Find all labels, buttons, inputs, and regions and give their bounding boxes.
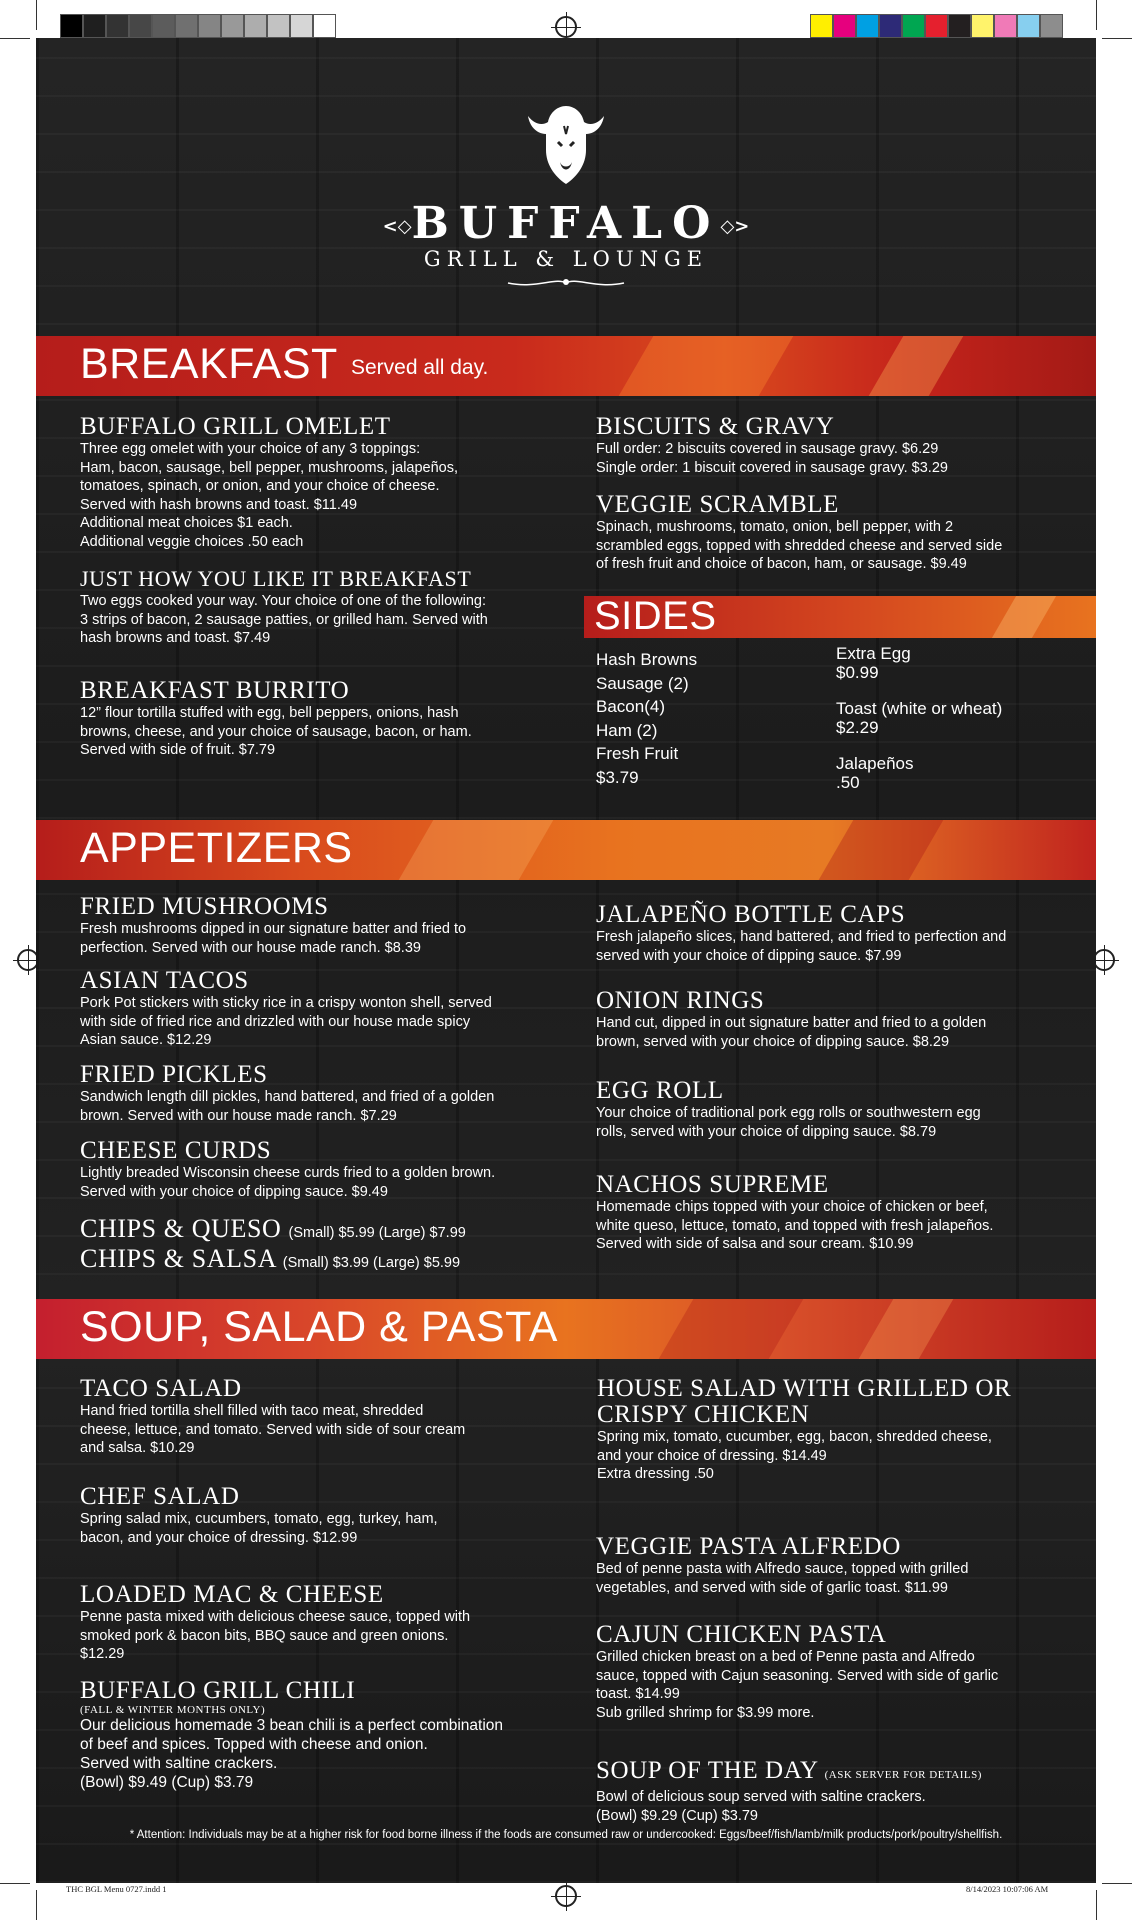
menu-item [596, 902, 1006, 965]
color-swatch [175, 14, 198, 38]
menu-item [80, 1062, 494, 1125]
menu-item [596, 1172, 993, 1254]
side-item: Hash Browns [596, 650, 698, 669]
soup-salad-pasta-title: SOUP, SALAD & PASTA [80, 1303, 558, 1351]
color-swatch [925, 14, 948, 38]
item-name: NACHOS SUPREME [596, 1171, 829, 1198]
item-name: FRIED MUSHROOMS [80, 893, 329, 920]
color-swatch [290, 14, 313, 38]
crop-mark [1102, 1883, 1132, 1884]
menu-item [596, 414, 948, 477]
bull-head-icon [524, 102, 608, 188]
item-description: Hand cut, dipped in out signature batter and fried to a golden brown, served with your choice of dipping sauce. $8.29 [596, 1015, 987, 1050]
item-note: (ASK SERVER FOR DETAILS) [824, 1769, 982, 1781]
menu-item [597, 1376, 1011, 1484]
sides-banner [584, 596, 1096, 638]
item-name: VEGGIE SCRAMBLE [596, 491, 840, 518]
allergy-footnote: * Attention: Individuals may be at a higher risk for food borne illness if the foods are consumed raw or undercooked: Eggs/beef/fish/lamb/milk products/pork/poultry/shellfish. [129, 1829, 1003, 1841]
extra-price: $0.99 [836, 663, 879, 682]
color-swatch [106, 14, 129, 38]
registration-mark-icon [555, 1885, 577, 1907]
menu-item [80, 566, 488, 648]
item-name: BREAKFAST BURRITO [80, 677, 350, 704]
item-name: LOADED MAC & CHEESE [80, 1581, 384, 1608]
item-name: ASIAN TACOS [80, 967, 249, 994]
menu-item-soup [596, 1758, 982, 1825]
side-item: Sausage (2) [596, 673, 689, 693]
color-swatch [198, 14, 221, 38]
color-swatch [902, 14, 925, 38]
color-swatch [267, 14, 290, 38]
item-description: Full order: 2 biscuits covered in sausage gravy. $6.29 Single order: 1 biscuit covered in sausage gravy. $3.29 [596, 441, 948, 476]
menu-item-chips-salsa [80, 1246, 460, 1276]
color-swatch-strip [810, 14, 1063, 38]
color-swatch [129, 14, 152, 38]
item-description: Sandwich length dill pickles, hand battered, and fried of a golden brown. Served with our house made ranch. $7.29 [80, 1089, 495, 1124]
item-description: Hand fried tortilla shell filled with taco meat, shredded cheese, lettuce, and tomato. Served with side of sour cream and salsa. $10.29 [80, 1403, 466, 1456]
crop-mark [36, 1890, 37, 1920]
item-name: SOUP OF THE DAY [596, 1757, 818, 1784]
item-name: VEGGIE PASTA ALFREDO [596, 1533, 901, 1560]
menu-item [80, 1582, 470, 1664]
sides-extras [836, 644, 1002, 792]
color-swatch [83, 14, 106, 38]
crop-mark [0, 1883, 30, 1884]
item-name: TACO SALAD [80, 1375, 242, 1402]
item-name: BISCUITS & GRAVY [596, 413, 835, 440]
color-swatch [833, 14, 856, 38]
side-item: Fresh Fruit [596, 744, 679, 763]
item-name: CHEESE CURDS [80, 1137, 272, 1164]
menu-item [596, 1622, 998, 1722]
file-slug: THC BGL Menu 0727.indd 1 [66, 1884, 167, 1894]
side-item: Ham (2) [596, 720, 658, 740]
color-swatch [948, 14, 971, 38]
gray-swatch-strip [60, 14, 336, 38]
item-price: (Small) $3.99 (Large) $5.99 [282, 1255, 461, 1271]
item-description: Bed of penne pasta with Alfredo sauce, topped with grilled vegetables, and served with side of garlic toast. $11.99 [596, 1561, 969, 1596]
item-name: ONION RINGS [596, 987, 765, 1014]
menu-item [80, 678, 472, 760]
item-description: Spring salad mix, cucumbers, tomato, egg, turkey, ham, bacon, and your choice of dressing. $12.99 [80, 1511, 438, 1546]
color-swatch [971, 14, 994, 38]
extra-name: Toast (white or wheat) [836, 699, 1003, 718]
brand-name: <◇BUFFALO◇> [382, 198, 750, 249]
registration-mark-icon [555, 16, 577, 38]
color-swatch [221, 14, 244, 38]
color-swatch [810, 14, 833, 38]
item-name: CHIPS & SALSA [80, 1244, 276, 1273]
color-swatch [856, 14, 879, 38]
item-description: Homemade chips topped with your choice of chicken or beef, white queso, lettuce, tomato, and topped with fresh jalapeños. Served with side of salsa and sour cream. $10.99 [596, 1199, 994, 1252]
menu-item [80, 968, 492, 1050]
item-name: EGG ROLL [596, 1077, 724, 1104]
crop-mark [1096, 1890, 1097, 1920]
appetizers-banner [36, 820, 1096, 880]
menu-item [80, 1376, 465, 1458]
item-description: Penne pasta mixed with delicious cheese sauce, topped with smoked pork & bacon bits, BBQ sauce and green onions. $12.29 [80, 1609, 471, 1662]
item-description: Two eggs cooked your way. Your choice of one of the following: 3 strips of bacon, 2 sausage patties, or grilled ham. Served with hash browns and toast. $7.49 [80, 593, 488, 646]
sides-list [596, 648, 697, 789]
menu-item-chips-queso [80, 1216, 466, 1246]
color-swatch [152, 14, 175, 38]
item-description: Pork Pot stickers with sticky rice in a crispy wonton shell, served with side of fried rice and drizzled with our house made spicy Asian sauce. $12.29 [80, 995, 492, 1048]
item-name: CHEF SALAD [80, 1483, 240, 1510]
item-name: CAJUN CHICKEN PASTA [596, 1621, 887, 1648]
color-swatch [244, 14, 267, 38]
item-description: Our delicious homemade 3 bean chili is a perfect combination of beef and spices. Topped with cheese and onion. Served with saltine crackers. (Bowl) $9.49 (Cup) $3.79 [80, 1717, 504, 1791]
item-name: JALAPEÑO BOTTLE CAPS [596, 901, 906, 928]
menu-item-chili [80, 1678, 503, 1792]
print-marks-bar [0, 0, 1132, 40]
item-description: Spinach, mushrooms, tomato, onion, bell pepper, with 2 scrambled eggs, topped with shredded cheese and served side of fresh fruit and choice of bacon, ham, or sausage. $9.49 [596, 519, 1003, 572]
extra-name: Jalapeños [836, 754, 914, 773]
item-name: HOUSE SALAD WITH GRILLED OR CRISPY CHICKEN [597, 1375, 1012, 1428]
item-name: BUFFALO GRILL CHILI [80, 1677, 356, 1704]
soup-salad-pasta-banner [36, 1299, 1096, 1359]
color-swatch [879, 14, 902, 38]
item-description: Your choice of traditional pork egg rolls or southwestern egg rolls, served with your choice of dipping sauce. $8.79 [596, 1105, 981, 1140]
menu-item [596, 492, 1002, 574]
item-name: JUST HOW YOU LIKE IT BREAKFAST [80, 566, 472, 591]
menu-item [80, 414, 458, 551]
menu-item [596, 988, 986, 1051]
flourish-ornament [506, 275, 626, 289]
extra-name: Extra Egg [836, 644, 911, 663]
appetizers-title: APPETIZERS [80, 824, 353, 872]
date-slug: 8/14/2023 10:07:06 AM [966, 1884, 1049, 1894]
breakfast-title: BREAKFAST [80, 340, 338, 388]
logo [36, 102, 1096, 293]
menu-board [36, 38, 1096, 1883]
item-description: Fresh mushrooms dipped in our signature batter and fried to perfection. Served with our house made ranch. $8.39 [80, 921, 467, 956]
crop-mark [1096, 0, 1097, 30]
item-description: Fresh jalapeño slices, hand battered, and fried to perfection and served with your choice of dipping sauce. $7.99 [596, 929, 1007, 964]
menu-item [596, 1534, 968, 1597]
item-description: Spring mix, tomato, cucumber, egg, bacon, shredded cheese, and your choice of dressing. $14.49 Extra dressing .50 [597, 1429, 992, 1482]
item-name: FRIED PICKLES [80, 1061, 268, 1088]
breakfast-banner [36, 336, 1096, 396]
extra-price: .50 [836, 773, 860, 792]
crop-mark [1102, 38, 1132, 39]
sides-title: SIDES [594, 596, 717, 638]
item-name: BUFFALO GRILL OMELET [80, 413, 391, 440]
item-price: (Small) $5.99 (Large) $7.99 [288, 1225, 466, 1241]
item-description: 12” flour tortilla stuffed with egg, bell peppers, onions, hash browns, cheese, and your choice of sausage, bacon, or ham. Served with side of fruit. $7.79 [80, 705, 472, 758]
side-price: $3.79 [596, 767, 639, 787]
color-swatch [313, 14, 336, 38]
color-swatch [1017, 14, 1040, 38]
menu-item [80, 1484, 438, 1547]
menu-item [596, 1078, 981, 1141]
item-name: CHIPS & QUESO [80, 1214, 282, 1243]
crop-mark [36, 0, 37, 30]
registration-mark-icon [1093, 949, 1115, 971]
color-swatch [994, 14, 1017, 38]
crop-mark [0, 38, 30, 39]
item-description: Three egg omelet with your choice of any 3 toppings: Ham, bacon, sausage, bell pepper, mushrooms, jalapeños, tomatoes, spinach, or onion, and your choice of cheese. Served with hash browns and toast. $11.49 Additional meat choices $1 each. Additional veggie choices .50 each [80, 441, 459, 550]
menu-item [80, 894, 466, 957]
brand-subtitle: GRILL & LOUNGE [423, 247, 709, 271]
item-description: Lightly breaded Wisconsin cheese curds fried to a golden brown. Served with your choice of dipping sauce. $9.49 [80, 1165, 496, 1200]
color-swatch [1040, 14, 1063, 38]
color-swatch [60, 14, 83, 38]
item-note: (FALL & WINTER MONTHS ONLY) [80, 1704, 266, 1716]
item-description: Bowl of delicious soup served with saltine crackers. (Bowl) $9.29 (Cup) $3.79 [596, 1789, 926, 1824]
side-item: Bacon(4) [596, 697, 665, 716]
breakfast-tagline: Served all day. [351, 356, 489, 379]
menu-item [80, 1138, 495, 1201]
extra-price: $2.29 [836, 718, 879, 737]
item-description: Grilled chicken breast on a bed of Penne pasta and Alfredo sauce, topped with Cajun seasoning. Served with side of garlic toast. $14.99 Sub grilled shrimp for $3.99 more. [596, 1649, 999, 1721]
